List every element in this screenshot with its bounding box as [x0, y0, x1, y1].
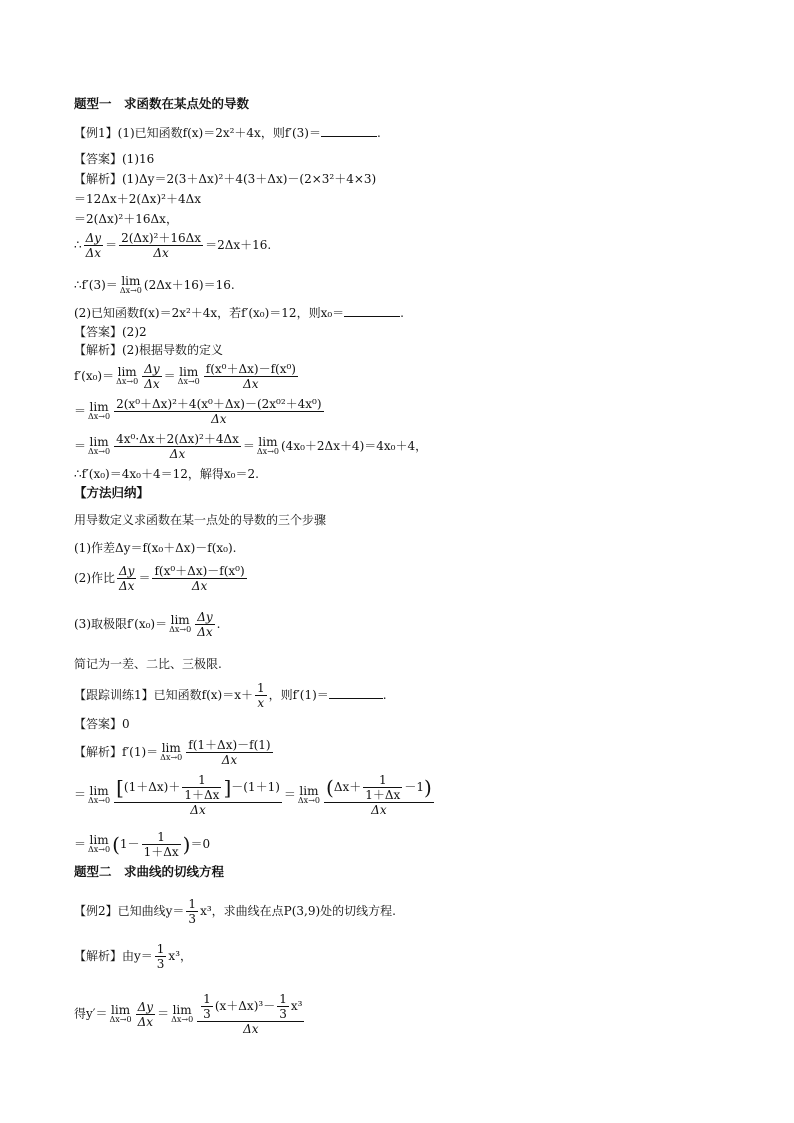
- question-text: (2)已知函数f(x)＝2x²＋4x，若f′(x₀)＝12，则x₀＝: [74, 306, 345, 320]
- limit-label: lim: [161, 741, 181, 755]
- prefix: ∴f′(3)＝: [74, 278, 118, 292]
- example-1-question-1: 【例1】(1)已知函数f(x)＝2x²＋4x，则f′(3)＝ .: [74, 126, 381, 140]
- fraction: [197, 992, 304, 1036]
- limit-label: lim: [299, 783, 319, 798]
- fraction: [186, 738, 272, 767]
- limit: [171, 1002, 194, 1024]
- numerator: Δy: [137, 999, 154, 1014]
- denominator: Δx: [243, 1022, 259, 1036]
- training-1-solution-line: [74, 738, 275, 767]
- limit: [160, 743, 182, 762]
- limit: [169, 615, 191, 634]
- method-step-2: [74, 564, 249, 593]
- denominator: Δx: [371, 803, 387, 817]
- limit-sub: Δx→0: [109, 1014, 132, 1024]
- question-text: 【跟踪训练1】已知函数f(x)＝x＋: [74, 688, 253, 702]
- denominator: x: [257, 696, 265, 710]
- numerator: 1: [279, 992, 287, 1006]
- result: ＝0: [190, 837, 211, 851]
- equals: ＝: [105, 238, 118, 252]
- example-1-answer-1: 【答案】(1)16: [74, 152, 155, 166]
- expression-part: 1－: [119, 837, 140, 851]
- bracket: ]: [223, 775, 232, 800]
- solution-line: ＝12Δx＋2(Δx)²＋4Δx: [74, 192, 202, 206]
- denominator: Δx: [243, 377, 259, 391]
- numerator: [324, 773, 434, 803]
- limit-sub: Δx→0: [88, 845, 111, 854]
- fraction: [114, 432, 241, 461]
- step-label: (2)作比: [74, 571, 115, 585]
- fraction: [114, 397, 323, 426]
- limit-sub: Δx→0: [119, 286, 142, 295]
- numerator: f(x⁰＋Δx)－f(x⁰): [154, 564, 245, 578]
- solution-line-fraction: [74, 397, 326, 426]
- method-step-1: (1)作差Δy＝f(x₀＋Δx)－f(x₀).: [74, 541, 237, 555]
- numerator: 4x⁰·Δx＋2(Δx)²＋4Δx: [116, 432, 239, 446]
- section-title-1: 题型一 求函数在某点处的导数: [74, 96, 250, 111]
- denominator: Δx: [144, 377, 160, 391]
- limit-label: lim: [121, 274, 141, 288]
- result: (4x₀＋2Δx＋4)＝4x₀＋4，: [281, 439, 428, 453]
- equals: ＝: [138, 571, 151, 585]
- denominator: 3: [156, 957, 165, 971]
- fraction: [324, 773, 434, 817]
- denominator: Δx: [190, 803, 206, 817]
- bracket: ): [182, 832, 191, 857]
- fraction: [204, 362, 298, 391]
- limit-label: lim: [89, 783, 109, 798]
- solution-line: ∴f′(x₀)＝4x₀＋4＝12，解得x₀＝2.: [74, 467, 259, 481]
- limit-sub: Δx→0: [177, 377, 200, 386]
- limit-sub: Δx→0: [160, 753, 183, 762]
- limit: [297, 783, 320, 805]
- fraction: [195, 610, 214, 639]
- example-2-solution-line: [74, 992, 306, 1036]
- numerator: 2(x⁰＋Δx)²＋4(x⁰＋Δx)－(2x⁰²＋4x⁰): [116, 397, 322, 411]
- solution-line-fraction: [74, 362, 300, 391]
- solution-line-fraction: [74, 231, 271, 260]
- example-1-question-2: (2)已知函数f(x)＝2x²＋4x，若f′(x₀)＝12，则x₀＝ .: [74, 306, 404, 320]
- limit-sub: Δx→0: [171, 1014, 194, 1024]
- numerator: f(1＋Δx)－f(1): [188, 738, 271, 752]
- numerator-part: (x＋Δx)³－: [214, 999, 276, 1013]
- numerator: Δy: [197, 610, 213, 624]
- solution-line: 【解析】(2)根据导数的定义: [74, 343, 223, 357]
- question-text: ，则f′(1)＝: [268, 688, 329, 702]
- training-1-solution-line: [74, 773, 436, 817]
- limit-label: lim: [89, 400, 109, 414]
- limit-label: lim: [89, 435, 109, 449]
- answer-blank: [321, 125, 377, 137]
- numerator-part: x³: [290, 999, 303, 1013]
- numerator: [114, 773, 282, 803]
- example-1-answer-2: 【答案】(2)2: [74, 325, 147, 339]
- method-title: 【方法归纳】: [74, 485, 150, 500]
- limit-sub: Δx→0: [116, 377, 139, 386]
- denominator: Δx: [153, 246, 169, 260]
- limit-sub: Δx→0: [297, 795, 320, 805]
- denominator: 1＋Δx: [143, 845, 179, 859]
- numerator: [197, 992, 304, 1022]
- fraction: [152, 564, 246, 593]
- fraction: [142, 830, 181, 859]
- limit: [257, 437, 279, 456]
- example-2-question: [74, 897, 396, 926]
- bracket: (: [112, 832, 120, 857]
- limit: [88, 402, 110, 421]
- limit-label: lim: [170, 613, 190, 627]
- limit: [88, 835, 110, 854]
- numerator: 1: [203, 992, 211, 1006]
- answer-blank: [344, 305, 400, 317]
- limit-label: lim: [258, 435, 278, 449]
- numerator: 2(Δx)²＋16Δx: [121, 231, 202, 245]
- limit-sub: Δx→0: [169, 625, 192, 634]
- limit: [109, 1002, 132, 1024]
- equals: ＝: [74, 787, 87, 802]
- prefix: 【解析】f′(1)＝: [74, 745, 159, 759]
- limit: [120, 276, 142, 295]
- numerator-part: －1: [404, 780, 424, 794]
- prefix: f′(x₀)＝: [74, 369, 115, 383]
- method-step-3: (3)取极限f′(x₀)＝ lim Δx→0 $\frac{\Delta y}{\Delta x}$ .: [74, 610, 221, 639]
- question-text: 【例1】(1)已知函数f(x)＝2x²＋4x，则f′(3)＝: [74, 126, 321, 140]
- question-text: 【例2】已知曲线y＝: [74, 904, 185, 918]
- fraction: [84, 231, 103, 260]
- fraction: [182, 773, 221, 802]
- denominator: 3: [188, 912, 197, 926]
- method-intro: 用导数定义求函数在某一点处的导数的三个步骤: [74, 513, 327, 527]
- answer-blank: [329, 687, 383, 699]
- solution-line: ＝2(Δx)²＋16Δx，: [74, 212, 178, 226]
- limit-label: lim: [179, 365, 199, 379]
- limit-label: lim: [89, 833, 109, 847]
- denominator: Δx: [85, 246, 102, 260]
- training-1-question: 【跟踪训练1】已知函数f(x)＝x＋ $\frac{1}{x}$ ，则f′(1)＝ .: [74, 681, 387, 710]
- numerator: 1: [156, 942, 165, 956]
- training-1-answer: 【答案】0: [74, 717, 130, 731]
- equals: ＝: [74, 404, 87, 418]
- question-text: x³，求曲线在点P(3,9)处的切线方程.: [200, 904, 396, 918]
- solution-line: 【解析】(1)Δy＝2(3＋Δx)²＋4(3＋Δx)－(2×3²＋4×3): [74, 172, 377, 186]
- numerator: 1: [363, 773, 402, 788]
- limit-sub: Δx→0: [88, 447, 111, 456]
- fraction: [136, 1000, 155, 1029]
- limit-label: lim: [172, 1002, 192, 1017]
- numerator-part: －(1＋1): [231, 780, 280, 794]
- denominator: Δx: [119, 579, 135, 593]
- limit-sub: Δx→0: [256, 447, 279, 456]
- denominator: Δx: [191, 579, 208, 593]
- bracket: [: [116, 775, 124, 800]
- fraction: [201, 992, 213, 1021]
- fraction: [119, 231, 203, 260]
- numerator: 1: [188, 897, 197, 911]
- therefore-symbol: ∴: [74, 238, 82, 252]
- fraction: [117, 564, 136, 593]
- numerator: Δy: [119, 564, 135, 578]
- denominator: 1＋Δx: [184, 788, 220, 802]
- equals: ＝: [283, 787, 296, 802]
- limit: [88, 437, 110, 456]
- denominator: 3: [203, 1007, 211, 1021]
- step-label: (3)取极限f′(x₀)＝: [74, 617, 168, 631]
- denominator: Δx: [197, 625, 213, 639]
- fraction: [155, 942, 167, 971]
- training-1-solution-line: [74, 830, 210, 859]
- denominator: Δx: [221, 753, 238, 767]
- denominator: 3: [279, 1007, 287, 1021]
- numerator: Δy: [85, 231, 102, 245]
- numerator: Δy: [144, 362, 160, 376]
- result: (2Δx＋16)＝16.: [143, 278, 235, 292]
- solution-line-limit: [74, 276, 235, 295]
- result: ＝2Δx＋16.: [205, 238, 272, 252]
- equals: ＝: [242, 439, 255, 453]
- bracket: ): [423, 775, 432, 800]
- solution-line-fraction: [74, 432, 427, 461]
- limit-sub: Δx→0: [88, 795, 111, 805]
- fraction: [186, 897, 198, 926]
- example-2-solution-line: [74, 942, 192, 971]
- equals: ＝: [163, 369, 176, 383]
- limit-label: lim: [117, 365, 137, 379]
- limit: [88, 783, 111, 805]
- expression-part: x³，: [168, 949, 193, 963]
- method-summary: 简记为一差、二比、三极限.: [74, 657, 222, 671]
- fraction: [114, 773, 282, 817]
- equals: ＝: [74, 439, 87, 453]
- denominator: 1＋Δx: [365, 788, 401, 802]
- numerator-part: Δx＋: [333, 780, 362, 794]
- equals: ＝: [157, 1006, 170, 1021]
- denominator: Δx: [169, 447, 186, 461]
- prefix: 得y′＝: [74, 1006, 108, 1021]
- denominator: Δx: [211, 412, 227, 426]
- numerator: 1: [142, 830, 181, 845]
- limit: [178, 367, 200, 386]
- fraction: [255, 681, 267, 710]
- numerator: f(x⁰＋Δx)－f(x⁰): [205, 362, 296, 376]
- equals: ＝: [74, 837, 87, 851]
- bracket: (: [326, 775, 334, 800]
- numerator-part: (1＋Δx)＋: [123, 780, 181, 794]
- prefix: 【解析】由y＝: [74, 949, 153, 963]
- limit-sub: Δx→0: [88, 412, 111, 421]
- section-title-2: 题型二 求曲线的切线方程: [74, 864, 225, 879]
- limit-label: lim: [111, 1002, 131, 1017]
- fraction: [363, 773, 402, 802]
- numerator: 1: [182, 773, 221, 788]
- fraction: [142, 362, 161, 391]
- denominator: Δx: [137, 1014, 154, 1029]
- fraction: [277, 992, 289, 1021]
- numerator: 1: [256, 681, 265, 695]
- limit: [116, 367, 138, 386]
